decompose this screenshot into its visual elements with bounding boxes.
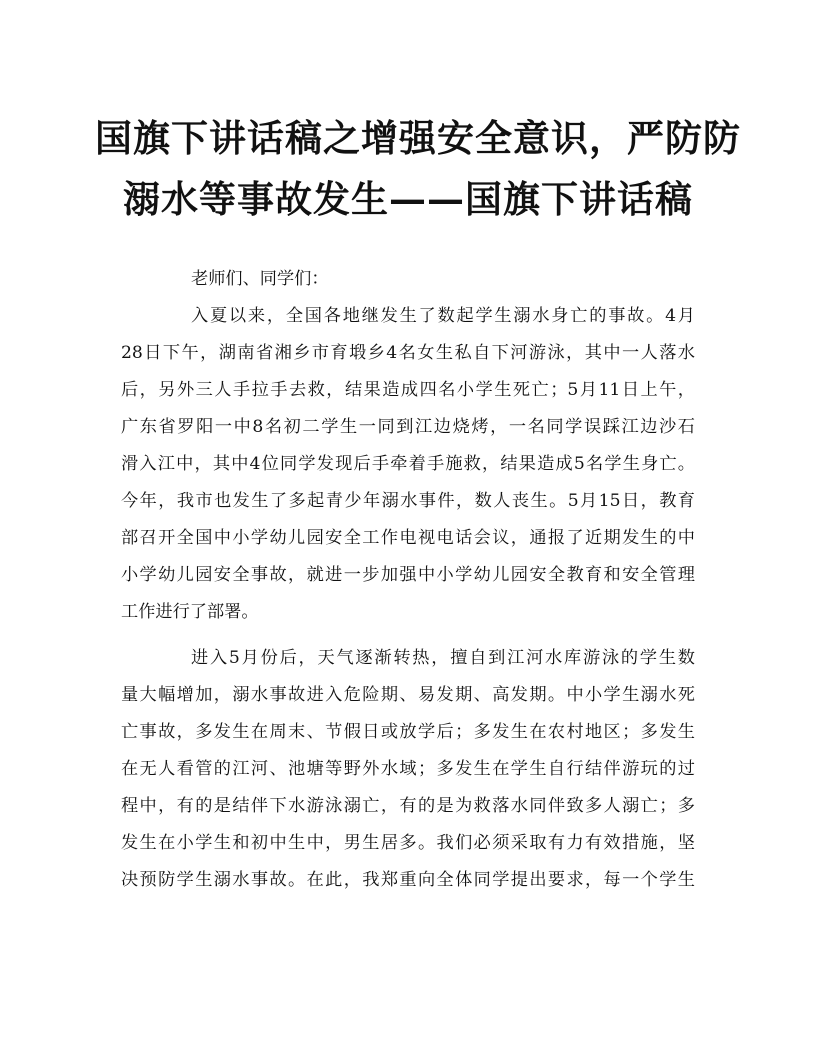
paragraph-line: 小学幼儿园安全事故，就进一步加强中小学幼儿园安全教育和安全管理 (121, 565, 695, 585)
paragraph-line: 28日下午，湖南省湘乡市育塅乡4名女生私自下河游泳，其中一人落水 (121, 343, 695, 363)
paragraph-line: 部召开全国中小学幼儿园安全工作电视电话会议，通报了近期发生的中 (121, 528, 695, 548)
paragraph-line: 决预防学生溺水事故。在此，我郑重向全体同学提出要求，每一个学生 (121, 870, 695, 890)
paragraph-spacer (121, 631, 695, 640)
paragraph-2 (121, 640, 695, 899)
title-line-1: 国旗下讲话稿之增强安全意识，严防防 (95, 116, 741, 160)
paragraph-line: 程中，有的是结伴下水游泳溺亡，有的是为救落水同伴致多人溺亡；多 (121, 796, 695, 816)
paragraph-line: 入夏以来，全国各地继发生了数起学生溺水身亡的事故。4月 (191, 306, 695, 326)
document-title (95, 108, 741, 230)
paragraph-line: 在无人看管的江河、池塘等野外水域；多发生在学生自行结伴游玩的过 (121, 759, 695, 779)
paragraph-line: 量大幅增加，溺水事故进入危险期、易发期、高发期。中小学生溺水死 (121, 685, 695, 705)
paragraph-line: 滑入江中，其中4位同学发现后手牵着手施救，结果造成5名学生身亡。 (121, 454, 695, 474)
paragraph-line: 进入5月份后，天气逐渐转热，擅自到江河水库游泳的学生数 (191, 648, 695, 668)
title-line-2: 溺水等事故发生——国旗下讲话稿 (123, 177, 693, 221)
document-body (121, 261, 695, 899)
salutation: 老师们、同学们： (191, 269, 329, 289)
paragraph-line: 发生在小学生和初中生中，男生居多。我们必须采取有力有效措施，坚 (121, 833, 695, 853)
paragraph-1 (121, 298, 695, 631)
paragraph-line: 工作进行了部署。 (121, 602, 259, 622)
paragraph-line: 亡事故，多发生在周末、节假日或放学后；多发生在农村地区；多发生 (121, 722, 695, 742)
paragraph-line: 今年，我市也发生了多起青少年溺水事件，数人丧生。5月15日，教育 (121, 491, 695, 511)
paragraph-line: 广东省罗阳一中8名初二学生一同到江边烧烤，一名同学误踩江边沙石 (121, 417, 695, 437)
paragraph-line: 后，另外三人手拉手去救，结果造成四名小学生死亡；5月11日上午， (121, 380, 695, 400)
